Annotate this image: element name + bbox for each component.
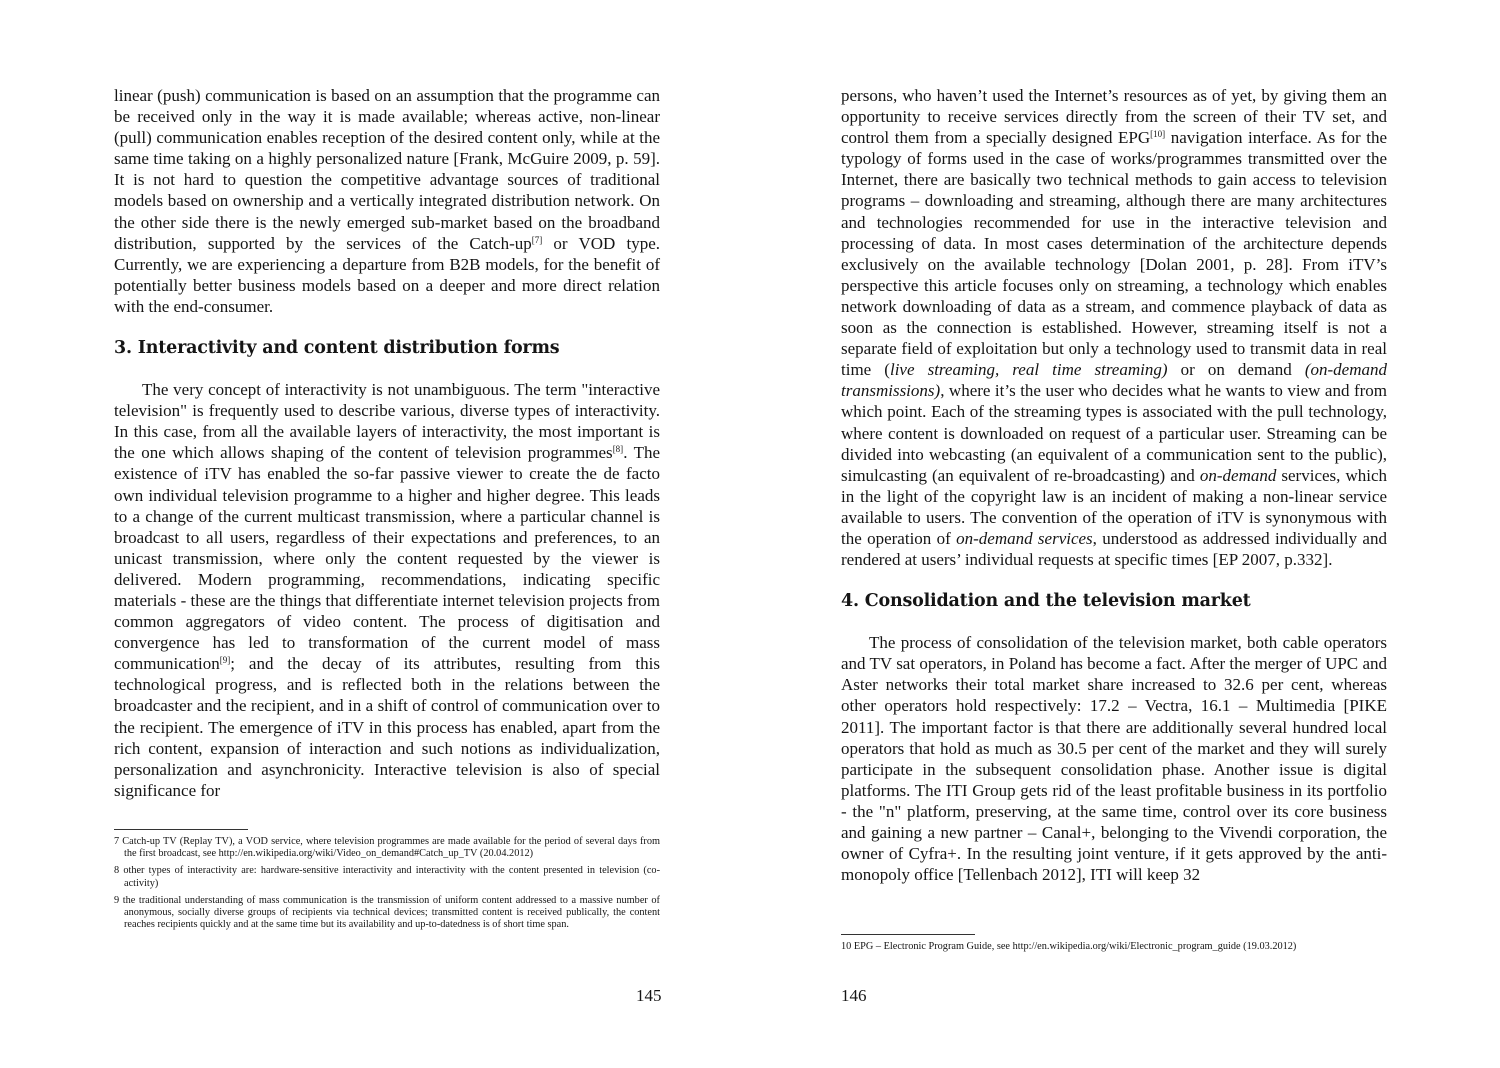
footnote-divider xyxy=(114,829,248,830)
italic-text: (on-demand transmissions) xyxy=(841,360,1387,401)
paragraph-text: . The existence of iTV has enabled the so-far passive viewer to create the de facto own individual television programme to a higher and higher degree. This leads to a change of the current multicast transmission, where a particular channel is broadcast to all users, regardless of their expectations and preferences, to an unicast transmission, where only the content requested by the viewer is delivered. Modern programming, recommendations, indicating specific materials - these are the things that differentiate internet television projects from common aggregators of video content. The process of digitisation and convergence has led to transformation of the current model of mass communication xyxy=(114,443,660,674)
italic-text: on-demand xyxy=(1199,465,1277,485)
italic-text: on-demand services xyxy=(956,528,1093,548)
footnote-divider xyxy=(841,934,975,935)
right-page xyxy=(750,0,1500,1068)
footnote: 8 other types of interactivity are: hardware-sensitive interactivity and interactivity with the content presented in television (co-activity) xyxy=(114,865,660,889)
paragraph: The process of consolidation of the television market, both cable operators and TV sat operators, in Poland has become a fact. After the merger of UPC and Aster networks their total market share increased to 32.6 per cent, whereas other operators hold respectively: 17.2 – Vectra, 16.1 – Multimedia [PIKE 2011]. The important factor is that there are additionally several hundred local operators that hold as much as 30.5 per cent of the market and they will surely participate in the subsequent consolidation phase. Another issue is digital platforms. The ITI Group gets rid of the least profitable business in its portfolio - the "n" platform, preserving, at the same time, control over its core business and gaining a new partner – Canal+, belonging to the Vivendi corporation, the owner of Cyfra+. In the resulting joint venture, if it gets approved by the anti-monopoly office [Tellenbach 2012], ITI will keep 32 xyxy=(841,633,1387,885)
paragraph-text: or VOD type. Currently, we are experiencing a departure from B2B models, for the benefit of potentially better business models based on a deeper and more direct relation with the end-consumer. xyxy=(114,233,661,316)
footnotes xyxy=(114,829,660,936)
reference-marker: [9] xyxy=(219,655,231,666)
paragraph xyxy=(114,85,660,317)
page-number: 146 xyxy=(841,986,867,1005)
footnote: 7 Catch-up TV (Replay TV), a VOD service, where television programmes are made available for the period of several days from the first broadcast, see http://en.wikipedia.org/wiki/Video_on_demand#Catch_up_TV (20.04.2012) xyxy=(114,836,660,860)
footnote: 10 EPG – Electronic Program Guide, see http://en.wikipedia.org/wiki/Electronic_program_guide (19.03.2012) xyxy=(841,941,1297,952)
footnote: 9 the traditional understanding of mass communication is the transmission of uniform content addressed to a massive number of anonymous, socially diverse groups of recipients via technical devices; transmitted content is received publically, the content reaches recipients quickly and at the same time but its availability and up-to-datedness is of short time span. xyxy=(114,894,660,931)
paragraph-text: persons, who haven’t used the Internet’s resources as of yet, by giving them an opportunity to receive services directly from the screen of their TV set, and control them from a specially designed EPG xyxy=(841,86,1387,148)
left-text-column xyxy=(114,85,660,801)
footnotes xyxy=(841,934,1387,958)
paragraph-text: services, which in the light of the copyright law is an incident of making a non-linear service available to users. The convention of the operation of iTV is synonymous with the operation of xyxy=(841,465,1387,548)
paragraph-text: linear (push) communication is based on an assumption that the programme can be received only in the way it is made available; whereas active, non-linear (pull) communication enables reception of the desired content only, while at the same time taking on a highly personalized nature [Frank, McGuire 2009, p. 59]. It is not hard to question the competitive advantage sources of traditional models based on ownership and a vertically integrated distribution network. On the other side there is the newly emerged sub-market based on the broadband distribution, supported by the services of the Catch-up xyxy=(114,86,660,253)
paragraph-text: ; and the decay of its attributes, resulting from this technological progress, and is reflected both in the relations between the broadcaster and the recipient, and in a shift of control of communication over to the recipient. The emergence of iTV in this process has enabled, apart from the rich content, expansion of interaction and such notions as individualization, personalization and asynchronicity. Interactive television is also of special significance for xyxy=(114,654,660,800)
reference-marker: [10] xyxy=(1150,129,1166,140)
italic-text: live streaming, real time streaming) xyxy=(889,360,1168,380)
paragraph-text: , where it’s the user who decides what he wants to view and from which point. Each of the streaming types is associated with the pull technology, where content is downloaded on request of a particular user. Streaming can be divided into webcasting (an equivalent of a communication sent to the public), simulcasting (an equivalent of re-broadcasting) and xyxy=(841,381,1387,485)
paragraph-text: The very concept of interactivity is not unambiguous. The term "interactive television" is frequently used to describe various, diverse types of interactivity. In this case, from all the available layers of interactivity, the most important is the one which allows shaping of the content of television programmes xyxy=(114,380,660,463)
section-heading: 4. Consolidation and the television market xyxy=(841,591,1251,612)
paragraph xyxy=(841,85,1387,570)
paragraph-text: or on demand xyxy=(1167,360,1305,380)
paragraph xyxy=(114,379,660,801)
paragraph-text: navigation interface. As for the typology of forms used in the case of works/programmes transmitted over the Internet, there are basically two technical methods to gain access to television programs – downloading and streaming, although there are many architectures and technologies recommended for use in the interactive television and processing of data. In most cases determination of the architecture depends exclusively on the available technology [Dolan 2001, p. 28]. From iTV’s perspective this article focuses only on streaming, a technology which enables network downloading of data as a stream, and commence playback of data as soon as the connection is established. However, streaming itself is not a separate field of exploitation but only a technology used to transmit data in real time ( xyxy=(841,128,1388,380)
reference-marker: [8] xyxy=(612,444,624,455)
paragraph-text: , understood as addressed individually and rendered at users’ individual requests at specific times [EP 2007, p.332]. xyxy=(841,528,1387,570)
page-number: 145 xyxy=(636,986,662,1005)
section-heading: 3. Interactivity and content distribution forms xyxy=(114,338,560,359)
right-text-column xyxy=(841,85,1387,885)
reference-marker: [7] xyxy=(531,234,543,245)
